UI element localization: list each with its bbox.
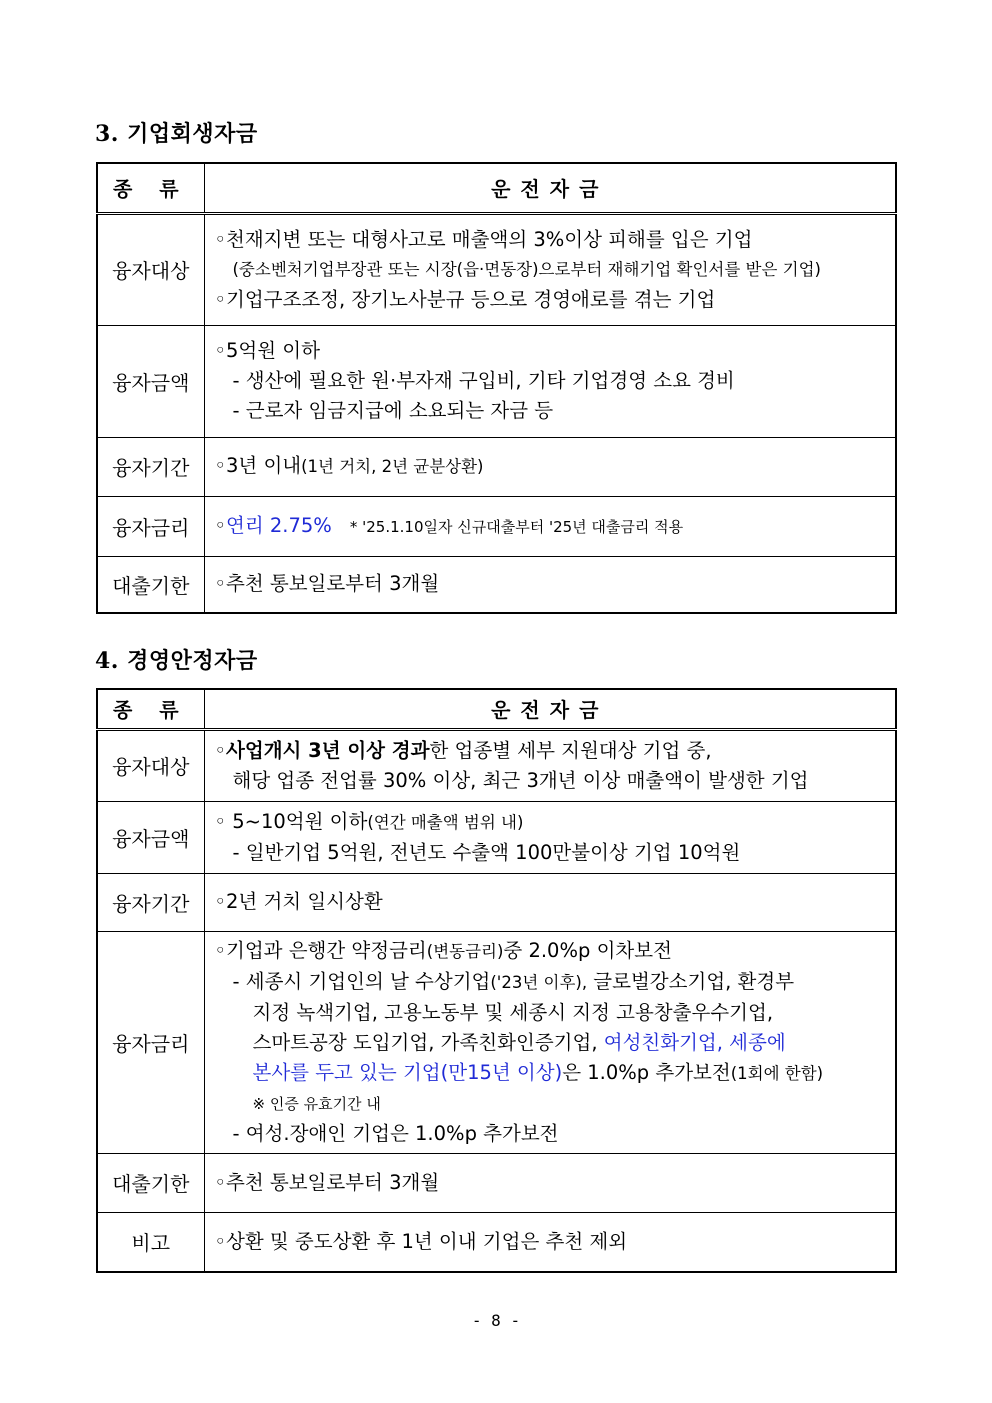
content-note: ※ 인증 유효기간 내: [252, 1094, 381, 1113]
table-row-amount: [97, 325, 896, 437]
row-content: [204, 1153, 896, 1212]
content-line: [215, 451, 890, 482]
highlight-text: 여성친화기업, 세종에: [603, 1030, 786, 1054]
content-paren: ('23년 이후),: [490, 972, 588, 992]
content-paren: (1회에 한함): [730, 1063, 824, 1083]
table-row-deadline: [97, 556, 896, 613]
content-line: ◦추천 통보일로부터 3개월: [214, 572, 440, 596]
content-line: [215, 807, 890, 838]
row-content: [204, 496, 896, 556]
table-row-deadline: [97, 1153, 896, 1212]
header-type: 종 류: [97, 163, 204, 213]
content-line: - 여성.장애인 기업은 1.0%p 추가보전: [232, 1121, 559, 1145]
row-content: [204, 437, 896, 496]
content-line: ◦기업구조조정, 장기노사분규 등으로 경영애로를 겪는 기업: [214, 287, 716, 311]
content-text: 한 업종별 세부 지원대상 기업 중,: [429, 738, 712, 762]
highlight-text: 본사를 두고 있는 기업(만15년 이상): [252, 1060, 563, 1084]
row-label: 융자기간: [97, 437, 204, 496]
content-text: 스마트공장 도입기업, 가족친화인증기업,: [252, 1030, 604, 1054]
content-line: ◦5억원 이하: [214, 339, 320, 362]
content-line: ◦2년 거치 일시상환: [214, 890, 383, 913]
row-label: 대출기한: [97, 1153, 204, 1212]
table-header-row: [97, 163, 896, 213]
page-number: - 8 -: [471, 1311, 521, 1330]
content-text: - 세종시 기업인의 날 수상기업: [232, 969, 491, 993]
table-row-amount: [97, 801, 896, 873]
row-label: 융자대상: [97, 729, 204, 801]
rate-value: 연리 2.75%: [226, 513, 332, 537]
header-fund: 운전자금: [204, 689, 896, 729]
content-text: ◦기업과 은행간 약정금리: [214, 938, 427, 962]
content-line: - 일반기업 5억원, 전년도 수출액 100만불이상 기업 10억원: [232, 840, 741, 864]
row-label: 융자금리: [97, 931, 204, 1153]
content-line: 해당 업종 전업률 30% 이상, 최근 3개년 이상 매출액이 발생한 기업: [232, 768, 809, 792]
content-line: [215, 511, 890, 542]
section4-title: 4. 경영안정자금: [95, 648, 258, 674]
row-content: [204, 556, 896, 613]
table-header-row: [97, 689, 896, 729]
row-content: [204, 213, 896, 325]
content-line: ◦추천 통보일로부터 3개월: [214, 1170, 440, 1194]
row-label: 비고: [97, 1212, 204, 1272]
section4-table: [96, 688, 897, 1273]
row-content: [204, 729, 896, 801]
row-content: [204, 325, 896, 437]
content-text: 중 2.0%p 이차보전: [503, 938, 672, 962]
amount-detail: (연간 매출액 범위 내): [367, 812, 524, 832]
content-line: - 생산에 필요한 원·부자재 구입비, 기타 기업경영 소요 경비: [232, 369, 735, 392]
bullet: ◦: [214, 513, 227, 537]
content-line: [215, 736, 890, 766]
table-row-rate: [97, 496, 896, 556]
amount-main: ◦ 5~10억원 이하: [214, 809, 368, 833]
period-main: ◦3년 이내: [214, 454, 302, 477]
content-line: [215, 1058, 890, 1089]
content-line: - 근로자 임금지급에 소요되는 자금 등: [232, 399, 554, 422]
row-label: 융자금리: [97, 496, 204, 556]
row-content: [204, 873, 896, 931]
content-text: 은 1.0%p 추가보전: [562, 1060, 731, 1084]
row-label: 융자대상: [97, 213, 204, 325]
bullet: ◦: [214, 738, 227, 762]
section3-table: [96, 162, 897, 614]
rate-note: * '25.1.10일자 신규대출부터 '25년 대출금리 적용: [349, 517, 684, 536]
row-label: 융자금액: [97, 801, 204, 873]
content-line: [215, 936, 890, 967]
table-row-period: [97, 437, 896, 496]
header-fund: 운전자금: [204, 163, 896, 213]
emphasis-text: 사업개시 3년 이상 경과: [226, 738, 430, 762]
content-line: [215, 1028, 890, 1058]
row-label: 융자금액: [97, 325, 204, 437]
header-type: 종 류: [97, 689, 204, 729]
content-line: ◦천재지변 또는 대형사고로 매출액의 3%이상 피해를 입은 기업: [214, 227, 753, 251]
row-content: [204, 1212, 896, 1272]
row-content: [204, 931, 896, 1153]
section3-title: 3. 기업회생자금: [95, 121, 258, 147]
content-paren: (변동금리): [426, 941, 504, 961]
table-row-target: [97, 729, 896, 801]
content-line: [215, 967, 890, 998]
table-row-target: [97, 213, 896, 325]
period-detail: (1년 거치, 2년 균분상환): [301, 457, 484, 476]
content-line: 지정 녹색기업, 고용노동부 및 세종시 지정 고용창출우수기업,: [252, 1000, 774, 1024]
content-line: ◦상환 및 중도상환 후 1년 이내 기업은 추천 제외: [214, 1229, 628, 1253]
row-label: 대출기한: [97, 556, 204, 613]
content-text: 글로벌강소기업, 환경부: [587, 969, 795, 993]
row-content: [204, 801, 896, 873]
row-label: 융자기간: [97, 873, 204, 931]
content-line: (중소벤처기업부장관 또는 시장(읍·면동장)으로부터 재해기업 확인서를 받은 기업): [232, 259, 821, 279]
table-row-remark: [97, 1212, 896, 1272]
table-row-period: [97, 873, 896, 931]
table-row-rate: [97, 931, 896, 1153]
